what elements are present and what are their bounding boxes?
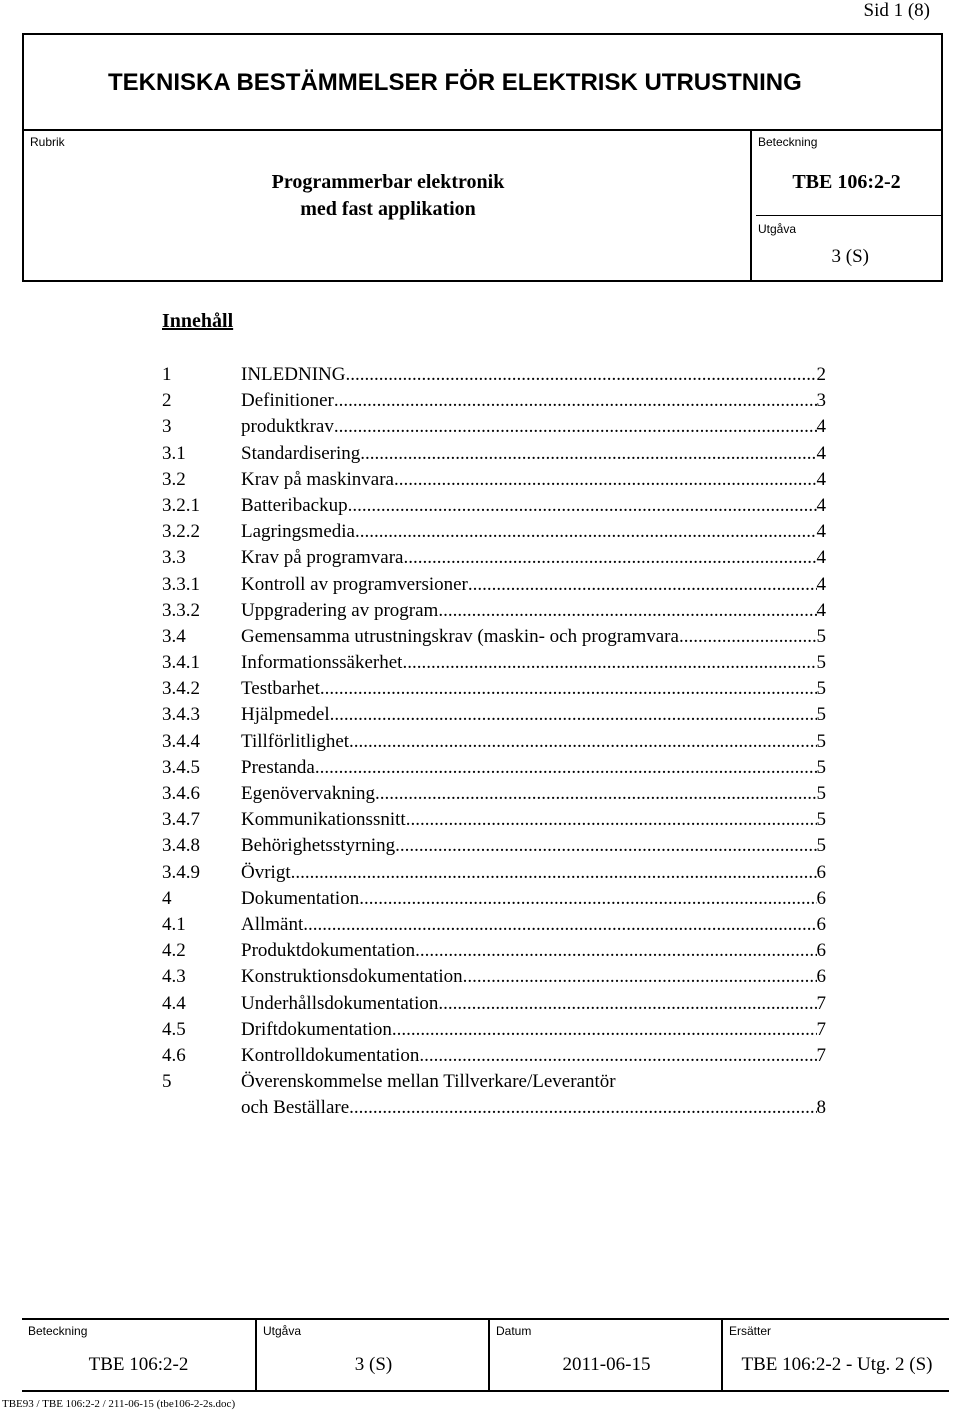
toc-entry-body <box>241 991 826 1017</box>
toc-entry[interactable] <box>162 545 826 571</box>
toc-entry[interactable] <box>162 833 826 859</box>
toc-entry[interactable] <box>162 676 826 702</box>
toc-entry-body <box>241 1095 826 1121</box>
toc-entry-page: 5 <box>816 835 826 857</box>
toc-entry[interactable] <box>162 362 826 388</box>
toc-entry-body <box>241 1043 826 1069</box>
toc-entry-page: 5 <box>816 704 826 726</box>
toc-entry-page: 6 <box>816 913 826 935</box>
toc-entry[interactable] <box>162 572 826 598</box>
toc-entry-number: 3.2.2 <box>162 521 200 543</box>
toc-entry-number: 3.4.1 <box>162 652 200 674</box>
toc-entry[interactable] <box>162 441 826 467</box>
footer-col-datum <box>488 1320 723 1390</box>
toc-entry-title: Övrigt <box>241 861 291 883</box>
rubrik-cell <box>24 131 752 280</box>
toc-entry-body <box>241 964 826 990</box>
toc-entry-title: INLEDNING <box>241 364 346 385</box>
document-title: TEKNISKA BESTÄMMELSER FÖR ELEKTRISK UTRUSTNING <box>24 35 941 131</box>
utgava-value: 3 (S) <box>831 246 869 267</box>
toc-dot-leader <box>403 545 816 571</box>
toc-entry[interactable] <box>162 938 826 964</box>
toc-dot-leader <box>406 807 817 833</box>
toc-entry-title: Batteribackup <box>241 494 348 516</box>
toc-dot-leader <box>291 860 817 886</box>
toc-dot-leader <box>359 886 816 912</box>
toc-entry-title: Driftdokumentation <box>241 1018 392 1040</box>
divider <box>756 215 941 216</box>
toc-entry-body <box>241 938 826 964</box>
toc-entry-body <box>241 833 826 859</box>
toc-entry-number: 3.4.6 <box>162 783 200 804</box>
toc-entry-title: Definitioner <box>241 390 334 412</box>
toc-entry-title: Uppgradering av program <box>241 599 439 621</box>
toc-entry[interactable] <box>162 781 826 807</box>
toc-entry-number: 5 <box>162 1071 172 1093</box>
toc-entry-number: 3.4.4 <box>162 730 200 752</box>
toc-dot-leader <box>320 676 817 702</box>
toc-entry-title: Krav på programvara <box>241 547 404 569</box>
toc-entry-page: 6 <box>816 887 826 909</box>
toc-entry-page: 4 <box>816 521 826 543</box>
toc-entry-page: 6 <box>816 966 826 988</box>
toc-entry[interactable] <box>162 414 826 440</box>
toc-dot-leader <box>438 598 816 624</box>
toc-entry[interactable] <box>162 860 826 886</box>
toc-entry-body <box>241 598 826 624</box>
toc-dot-leader <box>679 624 817 650</box>
toc-dot-leader <box>345 362 816 388</box>
toc-entry-title: Konstruktionsdokumentation <box>241 966 463 988</box>
toc-entry-title: Informationssäkerhet <box>241 652 403 674</box>
toc-entry-number: 4.4 <box>162 992 186 1014</box>
toc-entry-body <box>241 493 826 519</box>
footer-col-beteckning <box>22 1320 255 1390</box>
toc-entry-body <box>241 1069 826 1095</box>
toc-entry-number: 3.3 <box>162 547 186 569</box>
toc-dot-leader <box>355 519 817 545</box>
toc-dot-leader <box>315 755 817 781</box>
toc-entry-page: 5 <box>816 730 826 752</box>
toc-entry-number: 3.4.3 <box>162 704 200 726</box>
toc-entry-page: 4 <box>816 573 826 595</box>
toc-dot-leader <box>394 467 817 493</box>
toc-entry[interactable] <box>162 991 826 1017</box>
footer-col-ersatter <box>721 1320 951 1390</box>
toc-entry-page: 5 <box>816 783 826 804</box>
footer-label: Ersätter <box>729 1324 772 1338</box>
toc-entry-page: 4 <box>816 442 826 464</box>
footer-label: Datum <box>496 1324 532 1338</box>
toc-entry-number: 3.4.8 <box>162 835 200 857</box>
toc-entry-body <box>241 676 826 702</box>
rubrik-line-1: Programmerbar elektronik <box>271 171 505 193</box>
toc-dot-leader <box>330 702 817 728</box>
toc-entry-page: 7 <box>816 992 826 1014</box>
toc-entry-body <box>241 729 826 755</box>
toc-entry-title: Behörighetsstyrning <box>241 835 396 857</box>
toc-entry-number: 3.4.2 <box>162 678 200 700</box>
footer-table <box>22 1318 949 1392</box>
toc-entry-body <box>241 781 826 807</box>
toc-entry[interactable] <box>162 1043 826 1069</box>
utgava-label: Utgåva <box>758 222 797 236</box>
toc-dot-leader <box>415 938 816 964</box>
toc-entry-body <box>241 414 826 440</box>
toc-entry[interactable] <box>162 519 826 545</box>
toc-entry[interactable] <box>162 886 826 912</box>
toc-entry-body <box>241 467 826 493</box>
toc-entry-body <box>241 702 826 728</box>
beteckning-cell <box>752 131 941 280</box>
toc-entry-body <box>241 388 826 414</box>
footer-value: TBE 106:2-2 - Utg. 2 (S) <box>741 1354 933 1375</box>
toc-entry-number: 3.3.2 <box>162 599 200 621</box>
toc-entry-number: 3.4.5 <box>162 756 200 778</box>
rubrik-value <box>24 169 752 223</box>
toc-entry-title: Prestanda <box>241 756 315 778</box>
toc-entry-page: 2 <box>816 364 826 385</box>
toc-entry-body <box>241 572 826 598</box>
toc-entry[interactable] <box>162 702 826 728</box>
toc-entry-number: 3.4.7 <box>162 809 200 831</box>
toc-entry-title: Kontroll av programversioner <box>241 573 468 595</box>
toc-entry[interactable] <box>162 912 826 938</box>
toc-heading: Innehåll <box>162 310 234 332</box>
toc-entry-title: och Beställare <box>241 1097 350 1119</box>
toc-entry-number: 4.6 <box>162 1044 186 1066</box>
toc-entry-title: Gemensamma utrustningskrav (maskin- och programvara <box>241 625 679 647</box>
beteckning-value: TBE 106:2-2 <box>792 171 901 193</box>
toc-entry-body <box>241 650 826 676</box>
toc-entry-page: 5 <box>816 678 826 700</box>
toc-entry-page: 7 <box>816 1018 826 1040</box>
toc-entry-number: 1 <box>162 364 172 385</box>
footer-value: TBE 106:2-2 <box>88 1354 189 1375</box>
toc-entry-page: 5 <box>816 809 826 831</box>
footer-label: Utgåva <box>263 1324 302 1338</box>
toc-entry-body <box>241 1017 826 1043</box>
toc-entry-number: 3.4.9 <box>162 861 200 883</box>
toc-dot-leader <box>349 1095 816 1121</box>
toc-entry-body <box>241 441 826 467</box>
toc-entry-body <box>241 755 826 781</box>
toc-entry-title: Testbarhet <box>241 678 320 700</box>
toc-dot-leader <box>395 833 816 859</box>
toc-entry-number: 3.3.1 <box>162 573 200 595</box>
toc-dot-leader <box>334 388 817 414</box>
toc-entry-body <box>241 624 826 650</box>
toc-entry-number <box>162 1095 241 1121</box>
toc-entry[interactable] <box>162 755 826 781</box>
toc-entry-page: 4 <box>816 547 826 569</box>
footer-value: 3 (S) <box>354 1354 393 1375</box>
toc-entry[interactable] <box>162 807 826 833</box>
toc-entry-body <box>241 807 826 833</box>
header-box <box>22 33 943 282</box>
toc-entry-page: 5 <box>816 625 826 647</box>
toc-entry-title: Produktdokumentation <box>241 940 416 962</box>
toc-entry-title: Hjälpmedel <box>241 704 330 726</box>
toc-entry-title: Kontrolldokumentation <box>241 1044 420 1066</box>
toc-entry[interactable] <box>162 388 826 414</box>
toc-entry-page: 5 <box>816 652 826 674</box>
toc-entry-page: 5 <box>816 756 826 778</box>
toc-entry-body <box>241 545 826 571</box>
toc-entry-page: 4 <box>816 599 826 621</box>
toc-dot-leader <box>438 991 816 1017</box>
toc-entry-number: 4.5 <box>162 1018 186 1040</box>
toc-entry-title: Kommunikationssnitt <box>241 809 406 831</box>
toc-entry[interactable] <box>162 598 826 624</box>
rubrik-label: Rubrik <box>30 135 65 149</box>
toc-entry-number: 4.3 <box>162 966 186 988</box>
toc-entry-body <box>241 860 826 886</box>
toc-entry-number: 4 <box>162 887 172 909</box>
toc-entry-page: 3 <box>816 390 826 412</box>
toc-dot-leader <box>349 729 816 755</box>
toc-entry[interactable] <box>162 624 826 650</box>
beteckning-label: Beteckning <box>758 135 818 149</box>
toc-dot-leader <box>375 781 816 807</box>
toc-entry-number: 4.2 <box>162 940 186 962</box>
toc-dot-leader <box>402 650 816 676</box>
toc-dot-leader <box>419 1043 816 1069</box>
rubrik-line-2: med fast applikation <box>300 198 476 220</box>
toc-entry-number: 3.2 <box>162 468 186 490</box>
toc-entry-title: Krav på maskinvara <box>241 468 394 490</box>
toc-entry-title: Standardisering <box>241 442 361 464</box>
toc-entry-number: 3.1 <box>162 442 186 464</box>
toc-entry[interactable] <box>162 964 826 990</box>
toc-entry-title: produktkrav <box>241 416 334 438</box>
toc-entry-page: 4 <box>816 416 826 438</box>
footer-col-utgava <box>255 1320 490 1390</box>
toc-entry-title: Dokumentation <box>241 887 360 909</box>
file-reference: TBE93 / TBE 106:2-2 / 211-06-15 (tbe106-2-2s.doc) <box>2 1398 236 1410</box>
page-number: Sid 1 (8) <box>863 0 930 21</box>
toc-entry-title: Tillförlitlighet <box>241 730 350 752</box>
toc-entry-number: 3.4 <box>162 625 186 647</box>
toc-entry-body <box>241 362 826 388</box>
toc-entry-body <box>241 886 826 912</box>
toc-entry-body <box>241 519 826 545</box>
toc-entry-title: Lagringsmedia <box>241 521 355 543</box>
toc-entry-page: 4 <box>816 468 826 490</box>
toc-dot-leader <box>468 572 817 598</box>
toc-dot-leader <box>463 964 817 990</box>
toc-entry-title: Överenskommelse mellan Tillverkare/Leverantör <box>241 1071 616 1093</box>
toc-entry-title: Allmänt <box>241 913 304 935</box>
toc-entry-number: 3.2.1 <box>162 494 200 516</box>
toc-dot-leader <box>334 414 817 440</box>
toc-dot-leader <box>360 441 816 467</box>
footer-label: Beteckning <box>28 1324 88 1338</box>
toc-entry[interactable] <box>162 1095 826 1121</box>
toc-dot-leader <box>348 493 817 519</box>
toc-entry-title: Egenövervakning <box>241 783 376 804</box>
toc-entry-page: 7 <box>816 1044 826 1066</box>
toc-entry[interactable] <box>162 1069 826 1095</box>
toc-entry-page: 6 <box>816 861 826 883</box>
toc-entry[interactable] <box>162 493 826 519</box>
toc-entry-body <box>241 912 826 938</box>
toc-entry-page: 6 <box>816 940 826 962</box>
toc-entry-page: 8 <box>816 1097 826 1119</box>
toc-dot-leader <box>303 912 816 938</box>
toc-dot-leader <box>392 1017 817 1043</box>
toc-entry-number: 3 <box>162 416 172 438</box>
toc-entry[interactable] <box>162 650 826 676</box>
footer-value: 2011-06-15 <box>562 1354 651 1375</box>
toc-entry-number: 2 <box>162 390 172 412</box>
toc-entry-number: 4.1 <box>162 913 186 935</box>
toc-entry[interactable] <box>162 729 826 755</box>
toc-entry-page: 4 <box>816 494 826 516</box>
toc-entry[interactable] <box>162 467 826 493</box>
toc-entry-title: Underhållsdokumentation <box>241 992 439 1014</box>
table-of-contents <box>162 362 826 1121</box>
toc-entry[interactable] <box>162 1017 826 1043</box>
